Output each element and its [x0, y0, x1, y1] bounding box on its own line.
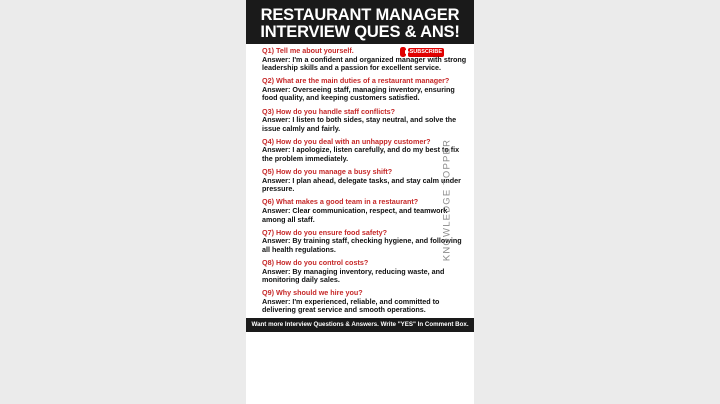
footer-banner [246, 318, 474, 332]
answer: Answer: Overseeing staff, managing inventory, ensuring food quality, and keeping customers satisfied. [262, 84, 455, 103]
question: Q8) How do you control costs? [262, 257, 369, 267]
question: Q1) Tell me about yourself. [262, 46, 354, 55]
qa-list [262, 47, 468, 320]
qa-item [262, 108, 468, 134]
answer: Answer: By managing inventory, reducing waste, and monitoring daily sales. [262, 266, 445, 285]
question: Q6) What makes a good team in a restaurant? [262, 197, 419, 207]
qa-item [262, 168, 468, 194]
qa-item [262, 47, 468, 73]
question: Q4) How do you deal with an unhappy customer? [262, 136, 431, 146]
footer-text: Want more Interview Questions & Answers. Write "YES" In Comment Box. [251, 321, 469, 328]
left-background [0, 0, 246, 404]
answer: Answer: Clear communication, respect, and teamwork among all staff. [262, 206, 448, 224]
title-line-2: INTERVIEW QUES & ANS! [260, 23, 460, 41]
question: Q2) What are the main duties of a restaurant manager? [262, 76, 450, 86]
right-background [474, 0, 720, 404]
page-title [246, 7, 474, 41]
answer: Answer: I apologize, listen carefully, and do my best to fix the problem immediately. [262, 145, 460, 164]
watermark-text: KNOWLEDGE TOPPER [441, 138, 453, 262]
answer: Answer: I'm experienced, reliable, and committed to delivering great service and smooth operations. [262, 296, 440, 315]
answer: Answer: I plan ahead, delegate tasks, and stay calm under pressure. [262, 175, 461, 194]
title-banner [246, 0, 474, 44]
qa-item [262, 229, 468, 255]
question: Q3) How do you handle staff conflicts? [262, 106, 395, 116]
qa-item [262, 198, 468, 224]
qa-item [262, 259, 468, 285]
title-line-1: RESTAURANT MANAGER [260, 6, 460, 24]
subscribe-label: SUBSCRIBE [409, 48, 442, 55]
question: Q7) How do you ensure food safety? [262, 227, 387, 237]
qa-item [262, 77, 468, 103]
answer: Answer: By training staff, checking hygiene, and following all health regulations. [262, 236, 462, 254]
shorts-card [246, 0, 474, 404]
answer: Answer: I'm a confident and organized manager with strong leadership skills and a passion for excellent service. [262, 54, 467, 73]
question: Q9) Why should we hire you? [262, 288, 363, 298]
answer: Answer: I listen to both sides, stay neutral, and solve the issue calmly and fairly. [262, 115, 457, 133]
question: Q5) How do you manage a busy shift? [262, 167, 393, 177]
qa-item [262, 138, 468, 164]
qa-item [262, 289, 468, 315]
